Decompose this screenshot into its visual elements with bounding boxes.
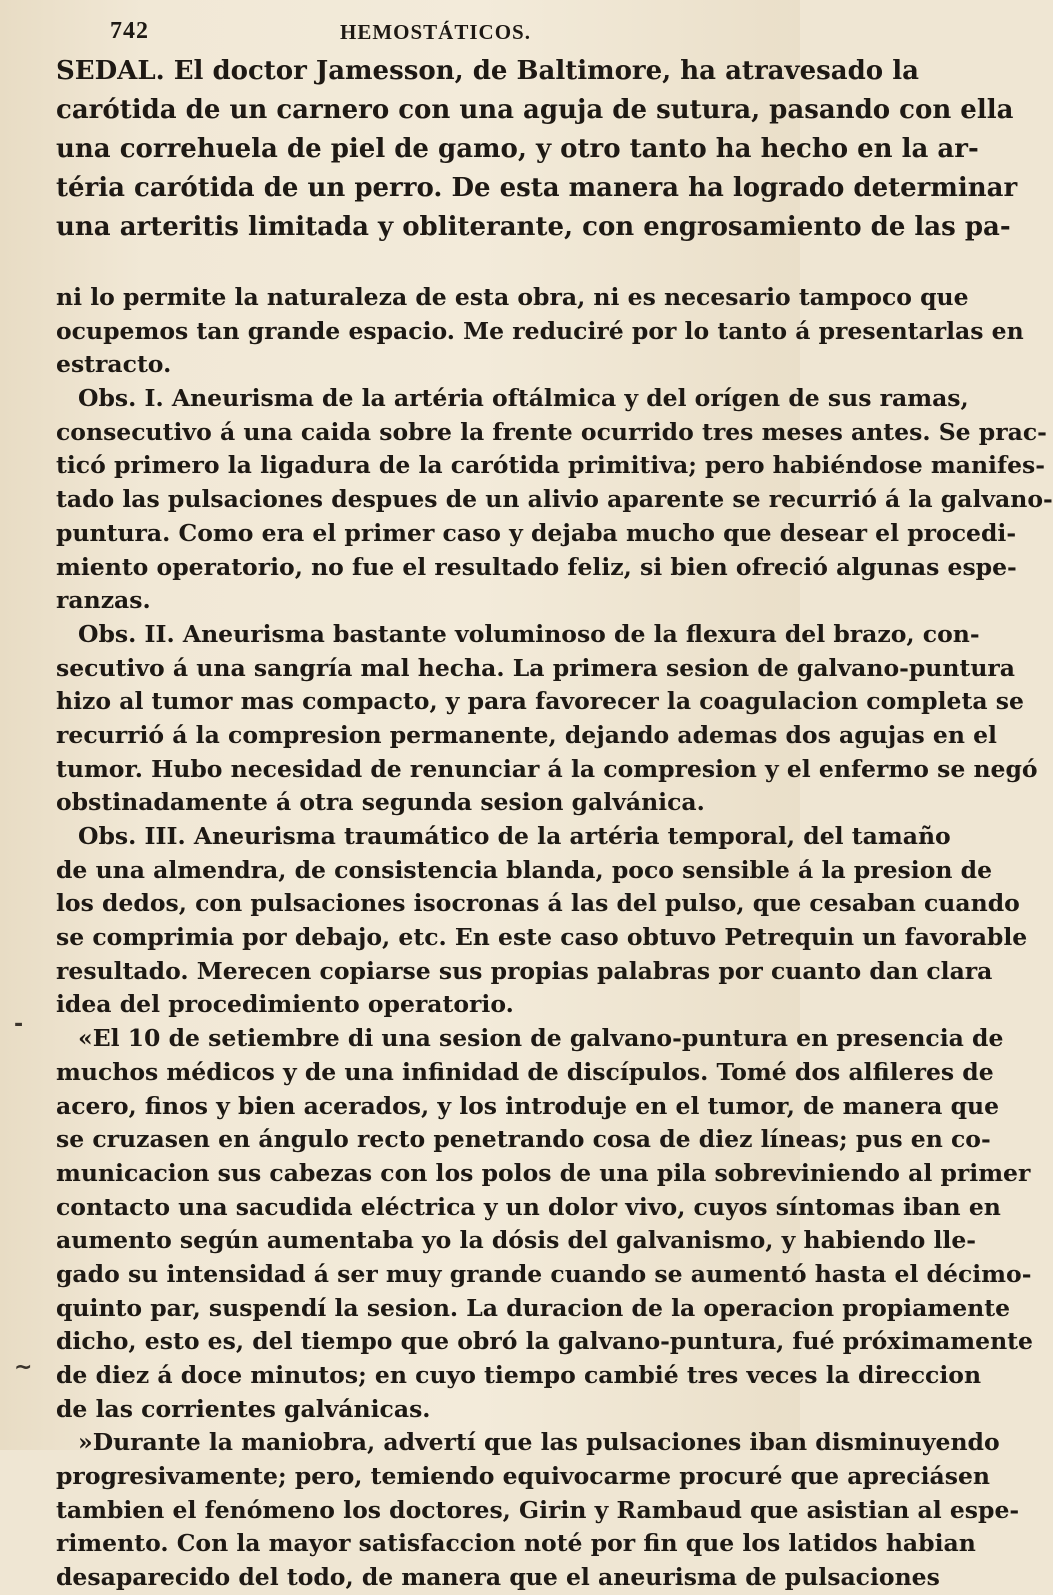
- text-line: se cruzasen en ángulo recto penetrando cosa de diez líneas; pus en co-: [56, 1125, 991, 1154]
- text-line: tumor. Hubo necesidad de renunciar á la compresion y el enfermo se negó: [56, 754, 1038, 783]
- text-line: una arteritis limitada y obliterante, con engrosamiento de las pa-: [56, 212, 1011, 242]
- text-line: se comprimia por debajo, etc. En este caso obtuvo Petrequin un favorable: [56, 923, 1028, 952]
- text-line: desaparecido del todo, de manera que el aneurisma de pulsaciones: [56, 1563, 940, 1592]
- text-line: ticó primero la ligadura de la carótida primitiva; pero habiéndose manifes-: [56, 451, 1046, 480]
- text-line: dicho, esto es, del tiempo que obró la galvano-puntura, fué próximamente: [56, 1327, 1033, 1356]
- text-line: de diez á doce minutos; en cuyo tiempo cambié tres veces la direccion: [56, 1361, 982, 1389]
- text-line: tado las pulsaciones despues de un alivio aparente se recurrió á la galvano-: [56, 485, 1053, 514]
- text-line: tambien el fenómeno los doctores, Girin y Rambaud que asistian al espe-: [56, 1495, 1020, 1524]
- faded-line-gap: [56, 247, 768, 281]
- text-line: secutivo á una sangría mal hecha. La primera sesion de galvano-puntura: [56, 653, 1016, 682]
- text-line: acero, finos y bien acerados, y los introduje en el tumor, de manera que: [56, 1091, 1000, 1120]
- text-line: quinto par, suspendí la sesion. La duracion de la operacion propiamente: [56, 1293, 1011, 1322]
- observation-3: [56, 820, 1028, 1022]
- text-line: idea del procedimiento operatorio.: [56, 990, 514, 1019]
- text-line: téria carótida de un perro. De esta manera ha logrado determinar: [56, 173, 1018, 203]
- text-line: recurrió á la compresion permanente, dejando ademas dos agujas en el: [56, 720, 997, 749]
- text-line: rimento. Con la mayor satisfaccion noté por fin que los latidos habian: [56, 1529, 976, 1558]
- observation-2: [56, 618, 1038, 820]
- quotation-1: [56, 1022, 1033, 1426]
- text-line: obstinadamente á otra segunda sesion galvánica.: [56, 788, 705, 817]
- text-line: carótida de un carnero con una aguja de sutura, pasando con ella: [56, 95, 1014, 125]
- text-line: ni lo permite la naturaleza de esta obra, ni es necesario tampoco que: [56, 283, 969, 311]
- text-line: de las corrientes galvánicas.: [56, 1394, 431, 1423]
- text-line: Obs. II. Aneurisma bastante voluminoso de la flexura del brazo, con-: [78, 619, 980, 648]
- text-line: «El 10 de setiembre di una sesion de galvano-puntura en presencia de: [78, 1024, 1004, 1053]
- text-line: gado su intensidad á ser muy grande cuando se aumentó hasta el décimo-: [56, 1259, 1032, 1288]
- text-line: »Durante la maniobra, advertí que las pulsaciones iban disminuyendo: [78, 1428, 1000, 1457]
- text-line: SEDAL. El doctor Jamesson, de Baltimore, ha atravesado la: [56, 56, 919, 86]
- observation-1: [56, 382, 1053, 618]
- quotation-2: [56, 1426, 1020, 1594]
- text-line: progresivamente; pero, temiendo equivocarme procuré que apreciásen: [56, 1462, 990, 1491]
- text-line: ranzas.: [56, 586, 151, 615]
- running-head: HEMOSTÁTICOS.: [340, 20, 531, 44]
- paragraph-2: [56, 281, 1024, 382]
- text-line: una correhuela de piel de gamo, y otro tanto ha hecho en la ar-: [56, 134, 979, 164]
- text-line: Obs. III. Aneurisma traumático de la artéria temporal, del tamaño: [78, 822, 951, 850]
- page-header: [110, 18, 750, 48]
- top-paragraph: [56, 52, 1018, 247]
- text-line: miento operatorio, no fue el resultado feliz, si bien ofreció algunas espe-: [56, 552, 1017, 581]
- text-line: estracto.: [56, 350, 172, 379]
- text-line: resultado. Merecen copiarse sus propias palabras por cuanto dan clara: [56, 956, 993, 985]
- margin-mark-tilde: ~: [14, 1355, 33, 1380]
- text-line: ocupemos tan grande espacio. Me reduciré por lo tanto á presentarlas en: [56, 316, 1024, 345]
- page-number: 742: [110, 18, 149, 44]
- text-line: aumento según aumentaba yo la dósis del galvanismo, y habiendo lle-: [56, 1226, 977, 1255]
- text-line: muchos médicos y de una infinidad de discípulos. Tomé dos alfileres de: [56, 1057, 994, 1086]
- text-line: hizo al tumor mas compacto, y para favorecer la coagulacion completa se: [56, 687, 1024, 716]
- text-line: Obs. I. Aneurisma de la artéria oftálmica y del orígen de sus ramas,: [78, 384, 969, 413]
- text-line: de una almendra, de consistencia blanda, poco sensible á la presion de: [56, 855, 993, 884]
- text-line: puntura. Como era el primer caso y dejaba mucho que desear el procedi-: [56, 518, 1017, 547]
- text-line: consecutivo á una caida sobre la frente ocurrido tres meses antes. Se prac-: [56, 417, 1047, 446]
- text-line: los dedos, con pulsaciones isocronas á las del pulso, que cesaban cuando: [56, 889, 1020, 918]
- text-line: contacto una sacudida eléctrica y un dolor vivo, cuyos síntomas iban en: [56, 1192, 1001, 1221]
- page-body: [56, 52, 1053, 1595]
- text-line: municacion sus cabezas con los polos de una pila sobreviniendo al primer: [56, 1158, 1031, 1187]
- margin-mark-dash: -: [14, 1012, 24, 1037]
